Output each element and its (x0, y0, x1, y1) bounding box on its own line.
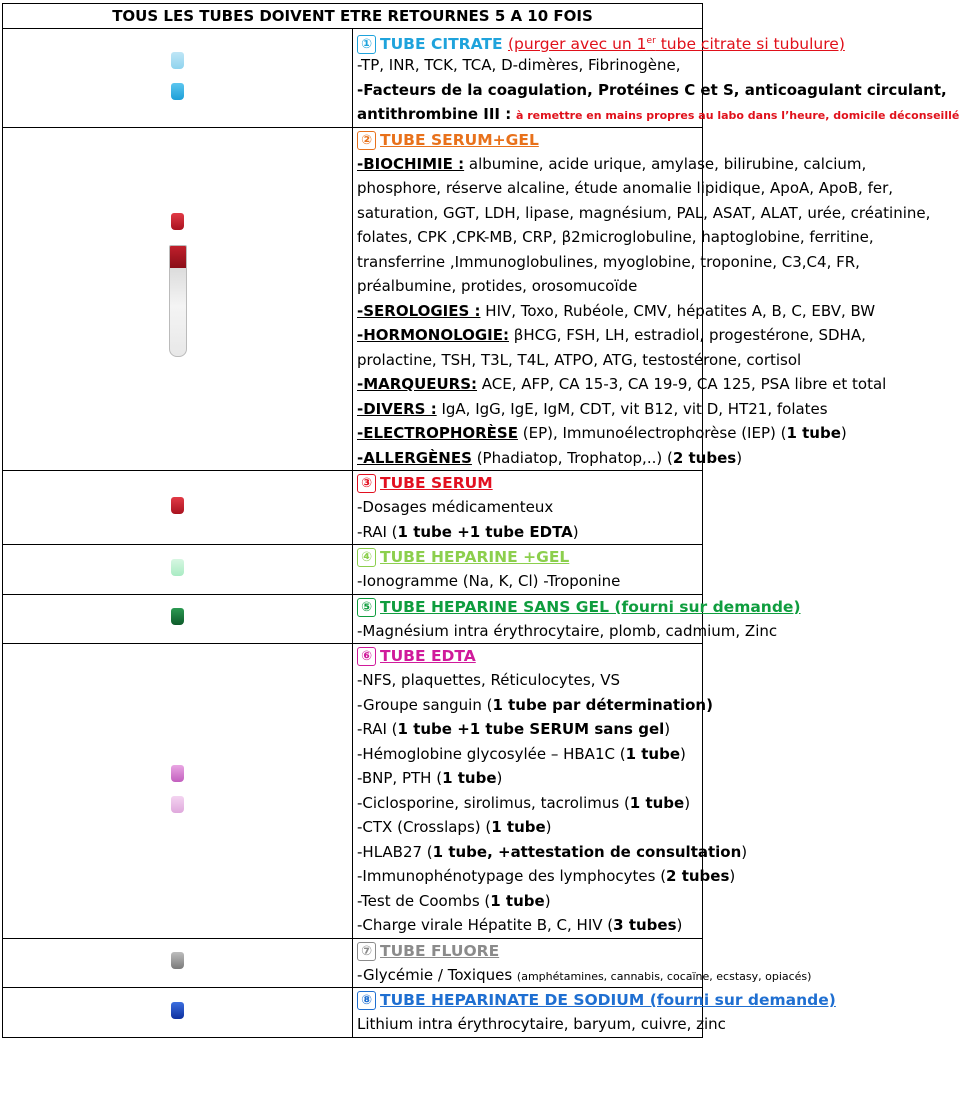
list-item: -BIOCHIMIE : albumine, acide urique, amylase, bilirubine, calcium, (357, 154, 867, 173)
list-item: -HORMONOLOGIE: βHCG, FSH, LH, estradiol, progestérone, SDHA, (357, 326, 866, 344)
list-item: préalbumine, protides, orosomucoïde (357, 277, 638, 295)
list-item: folates, CPK ,CPK-MB, CRP, β2microglobuline, haptoglobine, ferritine, (357, 228, 874, 246)
list-item: -BNP, PTH (1 tube) (357, 769, 503, 787)
list-item: -Facteurs de la coagulation, Protéines C et S, anticoagulant circulant, (357, 80, 947, 99)
section-serum-gel (3, 127, 703, 471)
section-heparinate (3, 988, 703, 1038)
tube-fluore-icon (3, 938, 353, 988)
section-title-heparine-sans-gel: ⑤ TUBE HEPARINE SANS GEL (fourni sur demande) (357, 595, 702, 619)
list-item: Lithium intra érythrocytaire, baryum, cuivre, zinc (357, 1015, 726, 1033)
list-item: -Test de Coombs (1 tube) (357, 891, 551, 910)
list-item: saturation, GGT, LDH, lipase, magnésium, PAL, ASAT, ALAT, urée, créatinine, (357, 203, 931, 222)
tube-reference-table (2, 3, 959, 1038)
list-item: -ALLERGÈNES (Phadiatop, Trophatop,..) (2 tubes) (357, 448, 743, 467)
section-serum (3, 471, 703, 545)
list-item: -ELECTROPHORÈSE (EP), Immunoélectrophorèse (IEP) (1 tube) (357, 424, 847, 442)
list-item: -RAI (1 tube +1 tube SERUM sans gel) (357, 720, 671, 738)
section-citrate (3, 29, 703, 128)
list-item: -TP, INR, TCK, TCA, D-dimères, Fibrinogène, (357, 56, 681, 74)
tube-serum-gel-icon (3, 127, 353, 471)
section-title-citrate: ① TUBE CITRATE (purger avec un 1er tube citrate si tubulure) (357, 29, 702, 53)
tube-heparinate-icon (3, 988, 353, 1038)
tube-heparine-gel-icon (3, 545, 353, 595)
section-title-heparine-gel: ④ TUBE HEPARINE +GEL (357, 545, 702, 569)
section-fluore (3, 938, 703, 988)
list-item: -Glycémie / Toxiques (amphétamines, cannabis, cocaïne, ecstasy, opiacés) (357, 965, 812, 984)
tube-edta-icon (3, 644, 353, 939)
tube-citrate-icon (3, 29, 353, 128)
tube-heparine-sans-gel-icon (3, 594, 353, 644)
purge-note: (purger avec un 1er tube citrate si tubulure) (507, 35, 845, 54)
list-item: -Ciclosporine, sirolimus, tacrolimus (1 tube) (357, 793, 691, 812)
list-item: -Immunophénotypage des lymphocytes (2 tubes) (357, 867, 736, 885)
section-title-serum-gel: ② TUBE SERUM+GEL (357, 128, 702, 152)
section-title-edta: ⑥ TUBE EDTA (357, 644, 702, 668)
list-item: -Dosages médicamenteux (357, 498, 554, 516)
list-item: -DIVERS : IgA, IgG, IgE, IgM, CDT, vit B12, vit D, HT21, folates (357, 399, 828, 418)
table-header: TOUS LES TUBES DOIVENT ETRE RETOURNES 5 A 10 FOIS (3, 4, 703, 29)
list-item: prolactine, TSH, T3L, T4L, ATPO, ATG, testostérone, cortisol (357, 350, 802, 369)
warning-text: à remettre en mains propres au labo dans l’heure, domicile déconseillé (516, 109, 959, 122)
list-item: -CTX (Crosslaps) (1 tube) (357, 818, 552, 836)
section-title-fluore: ⑦ TUBE FLUORE (357, 939, 702, 963)
section-edta (3, 644, 703, 939)
list-item: phosphore, réserve alcaline, étude anomalie lipidique, ApoA, ApoB, fer, (357, 179, 894, 197)
list-item: -Charge virale Hépatite B, C, HIV (3 tubes) (357, 916, 683, 934)
section-title-heparinate: ⑧ TUBE HEPARINATE DE SODIUM (fourni sur demande) (357, 988, 702, 1012)
tube-serum-icon (3, 471, 353, 545)
list-item: -SEROLOGIES : HIV, Toxo, Rubéole, CMV, hépatites A, B, C, EBV, BW (357, 301, 876, 320)
list-item: -Groupe sanguin (1 tube par détermination) (357, 695, 713, 714)
list-item: -RAI (1 tube +1 tube EDTA) (357, 522, 579, 541)
list-item: -Ionogramme (Na, K, Cl) -Troponine (357, 572, 621, 590)
list-item: antithrombine III : à remettre en mains propres au labo dans l’heure, domicile déconseillé (357, 105, 959, 123)
section-title-serum: ③ TUBE SERUM (357, 471, 702, 495)
list-item: -NFS, plaquettes, Réticulocytes, VS (357, 671, 621, 689)
list-item: transferrine ,Immunoglobulines, myoglobine, troponine, C3,C4, FR, (357, 252, 860, 271)
section-heparine-gel (3, 545, 703, 595)
list-item: -MARQUEURS: ACE, AFP, CA 15-3, CA 19-9, CA 125, PSA libre et total (357, 375, 887, 393)
section-heparine-sans-gel (3, 594, 703, 644)
list-item: -Magnésium intra érythrocytaire, plomb, cadmium, Zinc (357, 621, 778, 640)
list-item: -HLAB27 (1 tube, +attestation de consultation) (357, 842, 748, 861)
list-item: -Hémoglobine glycosylée – HBA1C (1 tube) (357, 744, 686, 763)
